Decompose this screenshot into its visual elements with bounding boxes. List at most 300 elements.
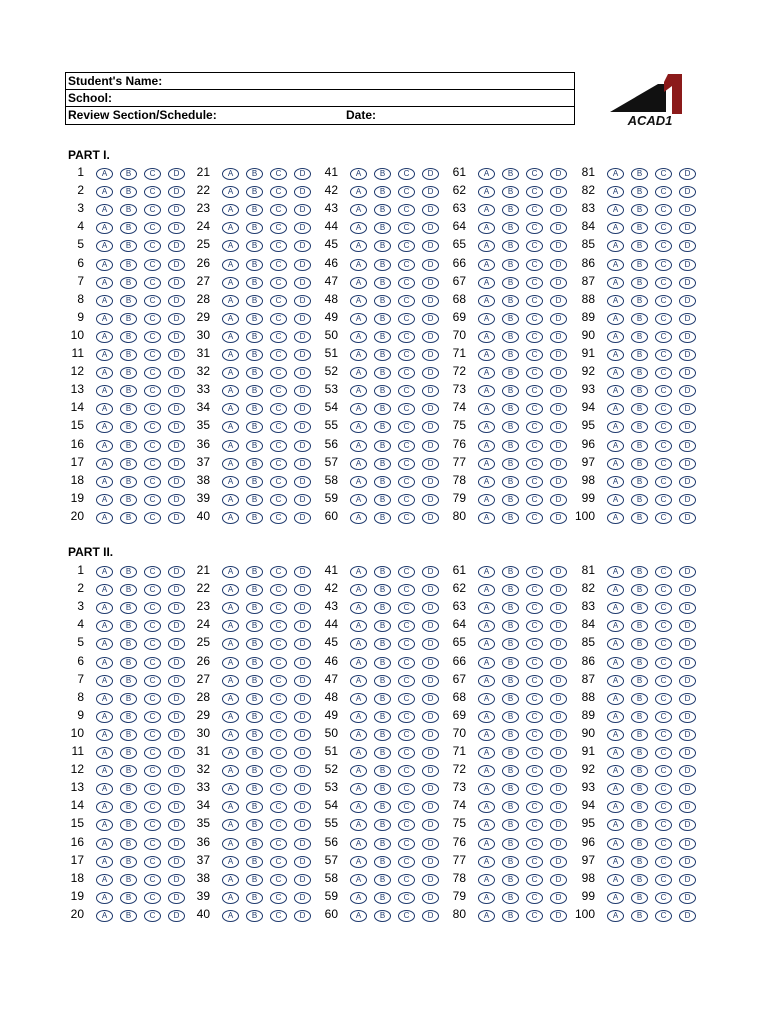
answer-bubble-d[interactable]: D [168, 801, 185, 813]
answer-bubble-a[interactable]: A [96, 638, 113, 650]
answer-bubble-a[interactable]: A [607, 331, 624, 343]
answer-bubble-a[interactable]: A [350, 204, 367, 216]
answer-bubble-c[interactable]: C [655, 313, 672, 325]
answer-bubble-d[interactable]: D [168, 512, 185, 524]
answer-bubble-c[interactable]: C [270, 693, 287, 705]
answer-bubble-c[interactable]: C [526, 403, 543, 415]
answer-bubble-b[interactable]: B [502, 584, 519, 596]
answer-bubble-d[interactable]: D [168, 765, 185, 777]
answer-bubble-b[interactable]: B [120, 277, 137, 289]
answer-bubble-b[interactable]: B [374, 801, 391, 813]
answer-bubble-c[interactable]: C [526, 295, 543, 307]
answer-bubble-a[interactable]: A [96, 693, 113, 705]
answer-bubble-d[interactable]: D [422, 476, 439, 488]
answer-bubble-d[interactable]: D [679, 476, 696, 488]
answer-bubble-a[interactable]: A [350, 638, 367, 650]
answer-bubble-c[interactable]: C [270, 295, 287, 307]
answer-bubble-c[interactable]: C [398, 747, 415, 759]
answer-bubble-d[interactable]: D [550, 385, 567, 397]
answer-bubble-a[interactable]: A [607, 620, 624, 632]
answer-bubble-d[interactable]: D [422, 801, 439, 813]
answer-bubble-c[interactable]: C [655, 168, 672, 180]
answer-bubble-d[interactable]: D [550, 819, 567, 831]
answer-bubble-a[interactable]: A [222, 458, 239, 470]
answer-bubble-a[interactable]: A [222, 295, 239, 307]
answer-bubble-c[interactable]: C [655, 259, 672, 271]
answer-bubble-d[interactable]: D [550, 458, 567, 470]
answer-bubble-c[interactable]: C [270, 186, 287, 198]
answer-bubble-d[interactable]: D [422, 693, 439, 705]
answer-bubble-b[interactable]: B [246, 259, 263, 271]
answer-bubble-b[interactable]: B [374, 476, 391, 488]
answer-bubble-c[interactable]: C [655, 403, 672, 415]
answer-bubble-b[interactable]: B [502, 259, 519, 271]
answer-bubble-a[interactable]: A [607, 440, 624, 452]
answer-bubble-b[interactable]: B [120, 711, 137, 723]
answer-bubble-d[interactable]: D [679, 657, 696, 669]
answer-bubble-d[interactable]: D [550, 620, 567, 632]
answer-bubble-c[interactable]: C [398, 657, 415, 669]
answer-bubble-c[interactable]: C [144, 910, 161, 922]
answer-bubble-d[interactable]: D [168, 240, 185, 252]
answer-bubble-d[interactable]: D [679, 512, 696, 524]
answer-bubble-a[interactable]: A [350, 711, 367, 723]
answer-bubble-d[interactable]: D [294, 168, 311, 180]
answer-bubble-b[interactable]: B [246, 367, 263, 379]
answer-bubble-c[interactable]: C [526, 313, 543, 325]
answer-bubble-c[interactable]: C [398, 440, 415, 452]
answer-bubble-c[interactable]: C [270, 801, 287, 813]
answer-bubble-a[interactable]: A [222, 602, 239, 614]
answer-bubble-d[interactable]: D [550, 512, 567, 524]
answer-bubble-d[interactable]: D [168, 222, 185, 234]
answer-bubble-b[interactable]: B [631, 693, 648, 705]
answer-bubble-d[interactable]: D [679, 838, 696, 850]
answer-bubble-b[interactable]: B [502, 838, 519, 850]
answer-bubble-a[interactable]: A [478, 440, 495, 452]
answer-bubble-b[interactable]: B [120, 512, 137, 524]
answer-bubble-a[interactable]: A [607, 729, 624, 741]
answer-bubble-d[interactable]: D [550, 403, 567, 415]
answer-bubble-c[interactable]: C [655, 186, 672, 198]
answer-bubble-b[interactable]: B [502, 240, 519, 252]
answer-bubble-a[interactable]: A [96, 711, 113, 723]
answer-bubble-b[interactable]: B [120, 747, 137, 759]
answer-bubble-c[interactable]: C [270, 620, 287, 632]
answer-bubble-a[interactable]: A [222, 584, 239, 596]
answer-bubble-d[interactable]: D [168, 566, 185, 578]
answer-bubble-c[interactable]: C [144, 711, 161, 723]
answer-bubble-a[interactable]: A [478, 584, 495, 596]
answer-bubble-d[interactable]: D [550, 693, 567, 705]
answer-bubble-c[interactable]: C [655, 584, 672, 596]
answer-bubble-d[interactable]: D [294, 494, 311, 506]
answer-bubble-a[interactable]: A [607, 259, 624, 271]
answer-bubble-c[interactable]: C [655, 819, 672, 831]
answer-bubble-b[interactable]: B [631, 892, 648, 904]
answer-bubble-d[interactable]: D [550, 765, 567, 777]
answer-bubble-a[interactable]: A [607, 186, 624, 198]
answer-bubble-d[interactable]: D [422, 512, 439, 524]
answer-bubble-c[interactable]: C [398, 385, 415, 397]
answer-bubble-c[interactable]: C [526, 367, 543, 379]
answer-bubble-a[interactable]: A [478, 801, 495, 813]
answer-bubble-d[interactable]: D [422, 440, 439, 452]
answer-bubble-b[interactable]: B [120, 801, 137, 813]
answer-bubble-d[interactable]: D [168, 277, 185, 289]
answer-bubble-c[interactable]: C [144, 602, 161, 614]
answer-bubble-b[interactable]: B [246, 874, 263, 886]
answer-bubble-c[interactable]: C [398, 367, 415, 379]
answer-bubble-d[interactable]: D [679, 331, 696, 343]
answer-bubble-c[interactable]: C [270, 602, 287, 614]
answer-bubble-b[interactable]: B [374, 421, 391, 433]
answer-bubble-d[interactable]: D [679, 910, 696, 922]
answer-bubble-b[interactable]: B [631, 512, 648, 524]
answer-bubble-a[interactable]: A [478, 838, 495, 850]
answer-bubble-a[interactable]: A [222, 838, 239, 850]
answer-bubble-b[interactable]: B [246, 331, 263, 343]
answer-bubble-b[interactable]: B [120, 259, 137, 271]
answer-bubble-d[interactable]: D [550, 367, 567, 379]
answer-bubble-b[interactable]: B [246, 277, 263, 289]
answer-bubble-a[interactable]: A [478, 856, 495, 868]
answer-bubble-a[interactable]: A [607, 675, 624, 687]
answer-bubble-d[interactable]: D [422, 204, 439, 216]
answer-bubble-b[interactable]: B [502, 783, 519, 795]
answer-bubble-b[interactable]: B [120, 819, 137, 831]
answer-bubble-a[interactable]: A [478, 313, 495, 325]
answer-bubble-d[interactable]: D [679, 313, 696, 325]
answer-bubble-a[interactable]: A [607, 711, 624, 723]
answer-bubble-a[interactable]: A [222, 566, 239, 578]
answer-bubble-c[interactable]: C [144, 838, 161, 850]
answer-bubble-c[interactable]: C [270, 385, 287, 397]
answer-bubble-b[interactable]: B [502, 476, 519, 488]
answer-bubble-a[interactable]: A [222, 801, 239, 813]
answer-bubble-a[interactable]: A [96, 512, 113, 524]
answer-bubble-c[interactable]: C [655, 602, 672, 614]
answer-bubble-b[interactable]: B [631, 421, 648, 433]
answer-bubble-b[interactable]: B [120, 476, 137, 488]
answer-bubble-d[interactable]: D [294, 620, 311, 632]
answer-bubble-a[interactable]: A [478, 910, 495, 922]
answer-bubble-b[interactable]: B [120, 657, 137, 669]
answer-bubble-d[interactable]: D [294, 584, 311, 596]
answer-bubble-a[interactable]: A [607, 856, 624, 868]
answer-bubble-b[interactable]: B [631, 675, 648, 687]
answer-bubble-d[interactable]: D [550, 295, 567, 307]
answer-bubble-b[interactable]: B [246, 222, 263, 234]
answer-bubble-d[interactable]: D [679, 367, 696, 379]
answer-bubble-c[interactable]: C [655, 566, 672, 578]
answer-bubble-c[interactable]: C [526, 349, 543, 361]
answer-bubble-b[interactable]: B [120, 331, 137, 343]
answer-bubble-d[interactable]: D [168, 421, 185, 433]
answer-bubble-a[interactable]: A [96, 403, 113, 415]
answer-bubble-c[interactable]: C [526, 494, 543, 506]
answer-bubble-b[interactable]: B [502, 711, 519, 723]
answer-bubble-c[interactable]: C [655, 222, 672, 234]
answer-bubble-a[interactable]: A [478, 675, 495, 687]
answer-bubble-c[interactable]: C [144, 458, 161, 470]
answer-bubble-b[interactable]: B [631, 657, 648, 669]
answer-bubble-a[interactable]: A [96, 222, 113, 234]
answer-bubble-c[interactable]: C [398, 910, 415, 922]
answer-bubble-b[interactable]: B [502, 367, 519, 379]
answer-bubble-d[interactable]: D [550, 657, 567, 669]
answer-bubble-d[interactable]: D [294, 403, 311, 415]
answer-bubble-d[interactable]: D [550, 240, 567, 252]
answer-bubble-a[interactable]: A [350, 657, 367, 669]
answer-bubble-b[interactable]: B [631, 747, 648, 759]
answer-bubble-b[interactable]: B [374, 874, 391, 886]
answer-bubble-b[interactable]: B [502, 204, 519, 216]
answer-bubble-c[interactable]: C [526, 892, 543, 904]
answer-bubble-b[interactable]: B [502, 856, 519, 868]
answer-bubble-c[interactable]: C [526, 838, 543, 850]
answer-bubble-b[interactable]: B [631, 222, 648, 234]
answer-bubble-b[interactable]: B [246, 313, 263, 325]
answer-bubble-c[interactable]: C [144, 476, 161, 488]
answer-bubble-a[interactable]: A [222, 675, 239, 687]
answer-bubble-c[interactable]: C [144, 801, 161, 813]
answer-bubble-b[interactable]: B [502, 277, 519, 289]
answer-bubble-b[interactable]: B [120, 856, 137, 868]
answer-bubble-c[interactable]: C [270, 856, 287, 868]
answer-bubble-c[interactable]: C [144, 765, 161, 777]
answer-bubble-c[interactable]: C [398, 331, 415, 343]
answer-bubble-b[interactable]: B [631, 711, 648, 723]
answer-bubble-b[interactable]: B [246, 476, 263, 488]
answer-bubble-c[interactable]: C [144, 421, 161, 433]
answer-bubble-d[interactable]: D [294, 711, 311, 723]
answer-bubble-b[interactable]: B [631, 494, 648, 506]
answer-bubble-a[interactable]: A [350, 222, 367, 234]
answer-bubble-b[interactable]: B [374, 783, 391, 795]
answer-bubble-d[interactable]: D [550, 838, 567, 850]
answer-bubble-c[interactable]: C [655, 204, 672, 216]
answer-bubble-c[interactable]: C [144, 693, 161, 705]
answer-bubble-b[interactable]: B [631, 186, 648, 198]
answer-bubble-c[interactable]: C [144, 331, 161, 343]
answer-bubble-b[interactable]: B [631, 729, 648, 741]
answer-bubble-b[interactable]: B [374, 747, 391, 759]
answer-bubble-b[interactable]: B [631, 910, 648, 922]
answer-bubble-a[interactable]: A [222, 385, 239, 397]
answer-bubble-c[interactable]: C [526, 675, 543, 687]
answer-bubble-b[interactable]: B [120, 367, 137, 379]
answer-bubble-d[interactable]: D [422, 892, 439, 904]
answer-bubble-c[interactable]: C [655, 494, 672, 506]
answer-bubble-d[interactable]: D [550, 313, 567, 325]
answer-bubble-a[interactable]: A [222, 421, 239, 433]
answer-bubble-a[interactable]: A [478, 874, 495, 886]
answer-bubble-c[interactable]: C [270, 657, 287, 669]
student-name-row[interactable] [66, 73, 574, 90]
answer-bubble-c[interactable]: C [655, 801, 672, 813]
answer-bubble-c[interactable]: C [655, 385, 672, 397]
answer-bubble-a[interactable]: A [96, 277, 113, 289]
answer-bubble-c[interactable]: C [144, 819, 161, 831]
answer-bubble-c[interactable]: C [398, 856, 415, 868]
answer-bubble-d[interactable]: D [294, 186, 311, 198]
answer-bubble-b[interactable]: B [374, 240, 391, 252]
answer-bubble-b[interactable]: B [631, 765, 648, 777]
answer-bubble-c[interactable]: C [526, 874, 543, 886]
answer-bubble-c[interactable]: C [655, 476, 672, 488]
answer-bubble-c[interactable]: C [526, 747, 543, 759]
answer-bubble-c[interactable]: C [655, 783, 672, 795]
answer-bubble-b[interactable]: B [502, 819, 519, 831]
answer-bubble-d[interactable]: D [550, 747, 567, 759]
answer-bubble-d[interactable]: D [550, 874, 567, 886]
answer-bubble-d[interactable]: D [679, 204, 696, 216]
answer-bubble-c[interactable]: C [398, 783, 415, 795]
answer-bubble-b[interactable]: B [502, 349, 519, 361]
answer-bubble-a[interactable]: A [350, 566, 367, 578]
answer-bubble-d[interactable]: D [550, 783, 567, 795]
answer-bubble-a[interactable]: A [350, 620, 367, 632]
answer-bubble-d[interactable]: D [679, 711, 696, 723]
answer-bubble-a[interactable]: A [478, 240, 495, 252]
answer-bubble-d[interactable]: D [550, 440, 567, 452]
answer-bubble-c[interactable]: C [270, 204, 287, 216]
answer-bubble-b[interactable]: B [120, 186, 137, 198]
answer-bubble-b[interactable]: B [120, 440, 137, 452]
answer-bubble-d[interactable]: D [550, 910, 567, 922]
answer-bubble-b[interactable]: B [502, 801, 519, 813]
answer-bubble-c[interactable]: C [398, 240, 415, 252]
answer-bubble-c[interactable]: C [144, 259, 161, 271]
answer-bubble-d[interactable]: D [294, 458, 311, 470]
answer-bubble-d[interactable]: D [168, 186, 185, 198]
answer-bubble-a[interactable]: A [607, 240, 624, 252]
answer-bubble-c[interactable]: C [398, 675, 415, 687]
answer-bubble-d[interactable]: D [422, 367, 439, 379]
answer-bubble-b[interactable]: B [246, 783, 263, 795]
answer-bubble-d[interactable]: D [168, 259, 185, 271]
answer-bubble-d[interactable]: D [294, 421, 311, 433]
answer-bubble-a[interactable]: A [478, 711, 495, 723]
answer-bubble-b[interactable]: B [246, 512, 263, 524]
answer-bubble-b[interactable]: B [631, 458, 648, 470]
answer-bubble-d[interactable]: D [422, 494, 439, 506]
answer-bubble-b[interactable]: B [631, 367, 648, 379]
answer-bubble-a[interactable]: A [607, 638, 624, 650]
answer-bubble-d[interactable]: D [168, 657, 185, 669]
answer-bubble-b[interactable]: B [120, 385, 137, 397]
answer-bubble-d[interactable]: D [550, 168, 567, 180]
answer-bubble-a[interactable]: A [350, 765, 367, 777]
answer-bubble-b[interactable]: B [246, 675, 263, 687]
answer-bubble-c[interactable]: C [655, 638, 672, 650]
answer-bubble-d[interactable]: D [168, 747, 185, 759]
answer-bubble-b[interactable]: B [631, 349, 648, 361]
answer-bubble-d[interactable]: D [550, 566, 567, 578]
answer-bubble-d[interactable]: D [679, 240, 696, 252]
answer-bubble-b[interactable]: B [120, 693, 137, 705]
answer-bubble-a[interactable]: A [96, 186, 113, 198]
answer-bubble-b[interactable]: B [246, 819, 263, 831]
answer-bubble-a[interactable]: A [222, 729, 239, 741]
answer-bubble-a[interactable]: A [96, 566, 113, 578]
answer-bubble-c[interactable]: C [144, 729, 161, 741]
answer-bubble-b[interactable]: B [502, 729, 519, 741]
answer-bubble-a[interactable]: A [478, 494, 495, 506]
answer-bubble-a[interactable]: A [607, 819, 624, 831]
answer-bubble-b[interactable]: B [502, 602, 519, 614]
answer-bubble-d[interactable]: D [550, 349, 567, 361]
answer-bubble-d[interactable]: D [550, 421, 567, 433]
answer-bubble-b[interactable]: B [246, 349, 263, 361]
answer-bubble-b[interactable]: B [246, 385, 263, 397]
answer-bubble-a[interactable]: A [350, 440, 367, 452]
answer-bubble-a[interactable]: A [96, 765, 113, 777]
answer-bubble-a[interactable]: A [96, 729, 113, 741]
answer-bubble-c[interactable]: C [398, 711, 415, 723]
answer-bubble-a[interactable]: A [350, 421, 367, 433]
answer-bubble-c[interactable]: C [144, 277, 161, 289]
answer-bubble-a[interactable]: A [96, 783, 113, 795]
answer-bubble-d[interactable]: D [422, 819, 439, 831]
answer-bubble-a[interactable]: A [350, 747, 367, 759]
answer-bubble-c[interactable]: C [144, 657, 161, 669]
answer-bubble-a[interactable]: A [222, 620, 239, 632]
answer-bubble-d[interactable]: D [168, 403, 185, 415]
answer-bubble-b[interactable]: B [246, 729, 263, 741]
answer-bubble-c[interactable]: C [270, 168, 287, 180]
answer-bubble-b[interactable]: B [502, 421, 519, 433]
answer-bubble-c[interactable]: C [526, 385, 543, 397]
answer-bubble-d[interactable]: D [168, 458, 185, 470]
answer-bubble-c[interactable]: C [144, 620, 161, 632]
answer-bubble-c[interactable]: C [526, 476, 543, 488]
answer-bubble-a[interactable]: A [96, 838, 113, 850]
answer-bubble-c[interactable]: C [526, 765, 543, 777]
answer-bubble-b[interactable]: B [374, 440, 391, 452]
answer-bubble-d[interactable]: D [294, 693, 311, 705]
answer-bubble-b[interactable]: B [120, 240, 137, 252]
answer-bubble-a[interactable]: A [478, 385, 495, 397]
answer-bubble-b[interactable]: B [374, 186, 391, 198]
answer-bubble-d[interactable]: D [168, 783, 185, 795]
answer-bubble-b[interactable]: B [502, 657, 519, 669]
answer-bubble-c[interactable]: C [144, 783, 161, 795]
answer-bubble-d[interactable]: D [294, 476, 311, 488]
answer-bubble-d[interactable]: D [294, 819, 311, 831]
answer-bubble-d[interactable]: D [168, 675, 185, 687]
answer-bubble-b[interactable]: B [631, 602, 648, 614]
answer-bubble-b[interactable]: B [502, 747, 519, 759]
answer-bubble-d[interactable]: D [294, 657, 311, 669]
answer-bubble-d[interactable]: D [679, 186, 696, 198]
answer-bubble-c[interactable]: C [270, 874, 287, 886]
answer-bubble-b[interactable]: B [246, 910, 263, 922]
answer-bubble-b[interactable]: B [120, 729, 137, 741]
answer-bubble-a[interactable]: A [478, 476, 495, 488]
answer-bubble-d[interactable]: D [679, 440, 696, 452]
answer-bubble-a[interactable]: A [96, 240, 113, 252]
answer-bubble-d[interactable]: D [679, 747, 696, 759]
answer-bubble-a[interactable]: A [96, 675, 113, 687]
answer-bubble-c[interactable]: C [398, 838, 415, 850]
answer-bubble-c[interactable]: C [655, 910, 672, 922]
answer-bubble-a[interactable]: A [478, 512, 495, 524]
answer-bubble-c[interactable]: C [398, 295, 415, 307]
answer-bubble-a[interactable]: A [222, 765, 239, 777]
answer-bubble-d[interactable]: D [422, 747, 439, 759]
